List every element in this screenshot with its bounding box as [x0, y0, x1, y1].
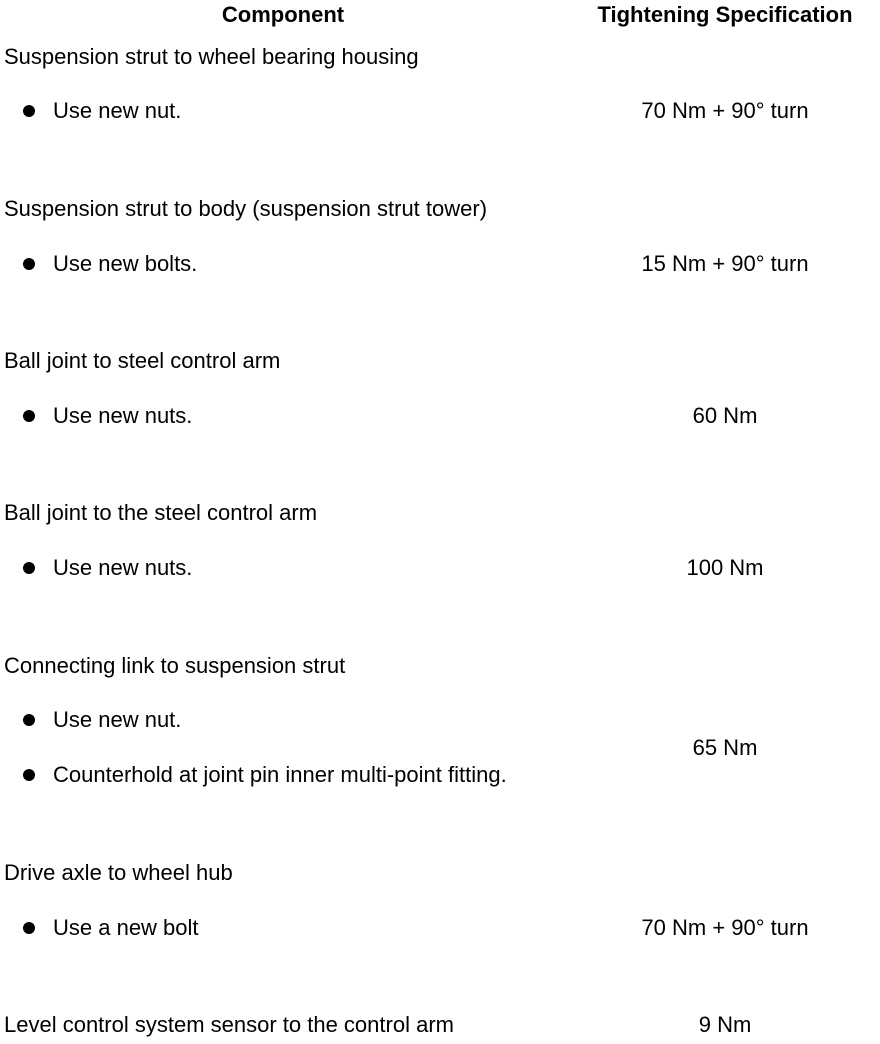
note-text: Use new nuts.	[53, 403, 193, 428]
bullet-icon	[23, 769, 35, 781]
component-label: Level control system sensor to the control arm	[4, 1012, 454, 1037]
spec-value: 65 Nm	[692, 735, 758, 760]
spec-value: 70 Nm + 90° turn	[641, 98, 809, 123]
bullet-icon	[23, 258, 35, 270]
component-label: Ball joint to steel control arm	[4, 348, 281, 373]
component-label: Connecting link to suspension strut	[4, 653, 346, 678]
component-label: Suspension strut to body (suspension strut tower)	[4, 196, 488, 221]
spec-value: 100 Nm	[686, 555, 764, 580]
component-label: Suspension strut to wheel bearing housing	[4, 44, 419, 69]
bullet-icon	[23, 714, 35, 726]
bullet-icon	[23, 562, 35, 574]
component-column-header: Component	[221, 2, 345, 27]
spec-value: 60 Nm	[692, 403, 758, 428]
spec-column-header: Tightening Specification	[597, 2, 853, 27]
spec-value: 15 Nm + 90° turn	[641, 251, 809, 276]
note-text: Use a new bolt	[53, 915, 199, 940]
bullet-icon	[23, 410, 35, 422]
spec-value: 70 Nm + 90° turn	[641, 915, 809, 940]
bullet-icon	[23, 922, 35, 934]
bullet-icon	[23, 105, 35, 117]
component-label: Drive axle to wheel hub	[4, 860, 233, 885]
note-text: Use new nut.	[53, 707, 182, 732]
note-text: Use new nut.	[53, 98, 182, 123]
note-text: Counterhold at joint pin inner multi-point fitting.	[53, 762, 507, 787]
component-label: Ball joint to the steel control arm	[4, 500, 318, 525]
spec-value: 9 Nm	[698, 1012, 752, 1037]
note-text: Use new nuts.	[53, 555, 193, 580]
note-text: Use new bolts.	[53, 251, 198, 276]
